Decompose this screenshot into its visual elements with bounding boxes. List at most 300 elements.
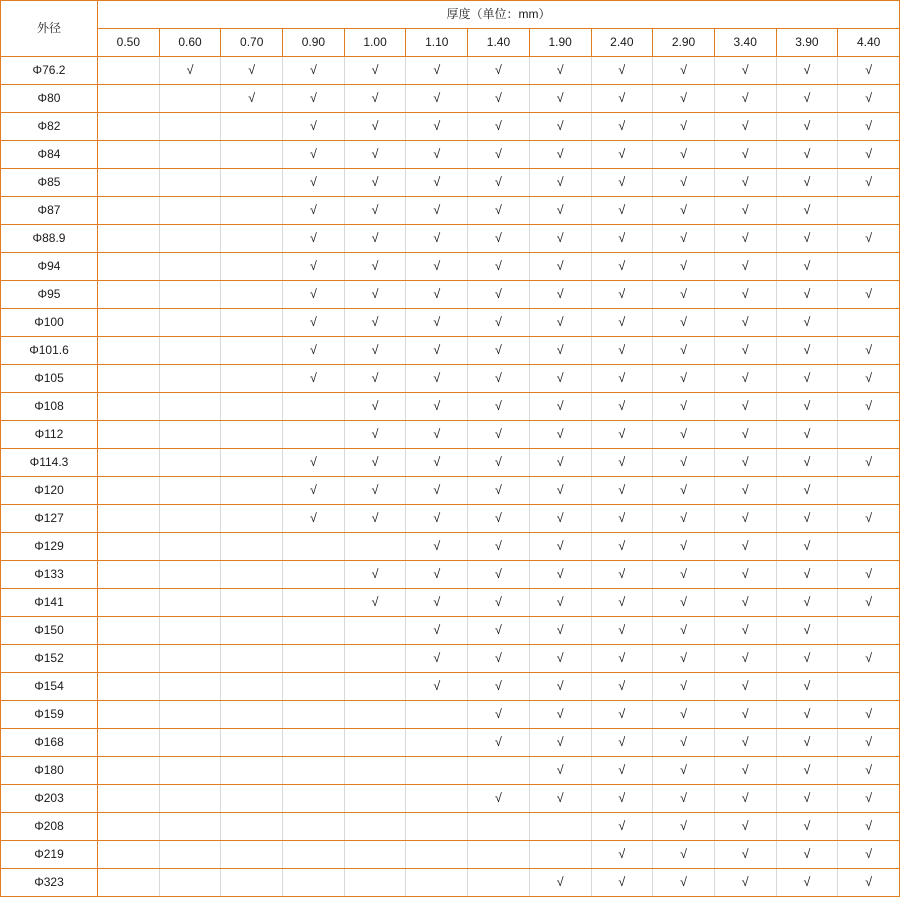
cell-empty [221,253,283,281]
check-icon: √ [371,175,379,189]
cell-available-check [653,393,715,421]
check-icon: √ [309,483,317,497]
check-icon: √ [865,371,873,385]
check-icon: √ [495,511,502,525]
cell-available-check [406,505,468,533]
check-icon: √ [433,63,441,77]
check-icon: √ [371,483,379,497]
check-icon: √ [803,119,811,133]
cell-empty [283,785,345,813]
check-icon: √ [618,623,626,637]
cell-available-check [838,729,900,757]
check-icon: √ [618,427,626,441]
check-icon: √ [556,399,564,413]
check-icon: √ [865,63,873,77]
check-icon: √ [309,511,317,525]
table-row [1,673,900,701]
cell-available-check [653,561,715,589]
cell-available-check [653,421,715,449]
check-icon: √ [865,651,873,665]
table-row [1,477,900,505]
check-icon: √ [309,455,317,469]
cell-empty [159,253,221,281]
check-icon: √ [865,91,873,105]
check-icon: √ [556,119,564,133]
check-icon: √ [618,147,626,161]
cell-available-check [714,141,776,169]
cell-available-check [838,169,900,197]
check-icon: √ [556,623,564,637]
cell-empty [221,701,283,729]
cell-empty [221,309,283,337]
cell-available-check [776,785,838,813]
check-icon: √ [803,651,811,665]
cell-available-check [344,309,406,337]
check-icon: √ [618,819,626,833]
cell-available-check [591,645,653,673]
cell-outer-diameter: Φ114.3 [1,449,98,477]
cell-available-check [468,589,530,617]
cell-available-check [776,253,838,281]
table-header-row-title [1,1,900,29]
cell-outer-diameter: Φ323 [1,869,98,897]
cell-available-check [591,57,653,85]
cell-outer-diameter: Φ152 [1,645,98,673]
check-icon: √ [680,875,687,889]
cell-empty [159,785,221,813]
cell-outer-diameter: Φ105 [1,365,98,393]
cell-available-check [529,141,591,169]
cell-available-check [653,365,715,393]
check-icon: √ [371,427,379,441]
check-icon: √ [495,651,502,665]
cell-available-check [776,225,838,253]
column-header-thickness-value: 0.60 [159,29,221,57]
check-icon: √ [741,259,749,273]
check-icon: √ [865,735,873,749]
check-icon: √ [556,231,564,245]
cell-available-check [591,617,653,645]
check-icon: √ [865,231,873,245]
check-icon: √ [433,651,441,665]
check-icon: √ [865,707,873,721]
check-icon: √ [741,539,749,553]
check-icon: √ [741,147,749,161]
check-icon: √ [865,567,873,581]
cell-available-check [591,169,653,197]
cell-available-check [776,169,838,197]
check-icon: √ [618,63,626,77]
check-icon: √ [618,875,626,889]
cell-available-check [714,449,776,477]
cell-outer-diameter: Φ85 [1,169,98,197]
check-icon: √ [803,147,811,161]
cell-available-check [529,309,591,337]
check-icon: √ [556,707,564,721]
cell-available-check [468,617,530,645]
check-icon: √ [495,539,502,553]
cell-available-check [653,729,715,757]
check-icon: √ [371,511,379,525]
cell-available-check [344,281,406,309]
check-icon: √ [556,483,564,497]
cell-empty [468,813,530,841]
check-icon: √ [741,63,749,77]
cell-available-check [529,477,591,505]
cell-empty [283,869,345,897]
check-icon: √ [741,875,749,889]
cell-empty [221,757,283,785]
cell-empty [98,841,160,869]
check-icon: √ [618,91,626,105]
cell-available-check [653,225,715,253]
table-row [1,113,900,141]
check-icon: √ [495,343,502,357]
cell-available-check [406,421,468,449]
check-icon: √ [556,91,564,105]
cell-empty [838,197,900,225]
cell-available-check [838,393,900,421]
cell-empty [406,757,468,785]
cell-available-check [344,589,406,617]
check-icon: √ [803,595,811,609]
cell-empty [159,141,221,169]
cell-available-check [406,169,468,197]
column-header-thickness-value: 2.90 [653,29,715,57]
cell-outer-diameter: Φ94 [1,253,98,281]
check-icon: √ [556,203,564,217]
check-icon: √ [803,343,811,357]
check-icon: √ [741,175,749,189]
check-icon: √ [495,679,502,693]
check-icon: √ [803,511,811,525]
check-icon: √ [803,539,811,553]
cell-empty [98,281,160,309]
check-icon: √ [865,875,873,889]
cell-available-check [838,785,900,813]
cell-empty [221,869,283,897]
cell-available-check [653,813,715,841]
cell-available-check [776,589,838,617]
check-icon: √ [741,203,749,217]
check-icon: √ [556,147,564,161]
cell-available-check [406,393,468,421]
check-icon: √ [433,119,441,133]
check-icon: √ [865,763,873,777]
cell-available-check [529,785,591,813]
cell-empty [283,617,345,645]
check-icon: √ [495,371,502,385]
cell-available-check [529,421,591,449]
cell-empty [221,421,283,449]
check-icon: √ [556,651,564,665]
check-icon: √ [371,147,379,161]
cell-empty [159,589,221,617]
cell-empty [838,253,900,281]
cell-empty [221,533,283,561]
cell-available-check [714,253,776,281]
cell-available-check [776,533,838,561]
cell-empty [98,141,160,169]
check-icon: √ [741,427,749,441]
cell-available-check [529,589,591,617]
check-icon: √ [433,623,441,637]
cell-empty [344,729,406,757]
check-icon: √ [618,119,626,133]
table-row [1,869,900,897]
cell-available-check [283,169,345,197]
column-header-thickness-value: 0.70 [221,29,283,57]
check-icon: √ [680,203,687,217]
check-icon: √ [495,231,502,245]
check-icon: √ [741,651,749,665]
check-icon: √ [803,735,811,749]
cell-empty [159,169,221,197]
check-icon: √ [371,287,379,301]
cell-available-check [529,57,591,85]
cell-outer-diameter: Φ150 [1,617,98,645]
cell-available-check [344,449,406,477]
cell-empty [98,197,160,225]
column-header-thickness-value: 1.00 [344,29,406,57]
cell-empty [221,225,283,253]
table-row [1,729,900,757]
cell-available-check [468,673,530,701]
check-icon: √ [556,287,564,301]
cell-empty [529,841,591,869]
cell-available-check [406,253,468,281]
cell-available-check [591,393,653,421]
cell-available-check [591,85,653,113]
cell-available-check [714,85,776,113]
check-icon: √ [803,567,811,581]
cell-available-check [653,785,715,813]
check-icon: √ [803,763,811,777]
check-icon: √ [680,63,687,77]
cell-empty [159,841,221,869]
cell-available-check [776,841,838,869]
cell-empty [98,645,160,673]
check-icon: √ [618,679,626,693]
cell-available-check [776,813,838,841]
cell-available-check [344,141,406,169]
cell-available-check [529,365,591,393]
check-icon: √ [556,427,564,441]
cell-empty [221,589,283,617]
check-icon: √ [556,343,564,357]
check-icon: √ [433,147,441,161]
cell-available-check [776,365,838,393]
check-icon: √ [680,371,687,385]
cell-available-check [653,505,715,533]
cell-available-check [468,561,530,589]
cell-empty [283,533,345,561]
check-icon: √ [741,287,749,301]
check-icon: √ [433,91,441,105]
check-icon: √ [803,679,811,693]
cell-empty [283,841,345,869]
cell-available-check [406,225,468,253]
check-icon: √ [680,119,687,133]
cell-available-check [838,589,900,617]
column-header-outer-diameter: 外径 [1,1,98,57]
cell-outer-diameter: Φ82 [1,113,98,141]
cell-available-check [714,589,776,617]
table-header-row-thickness [1,29,900,57]
check-icon: √ [309,203,317,217]
cell-available-check [591,533,653,561]
check-icon: √ [865,791,873,805]
cell-available-check [714,281,776,309]
cell-outer-diameter: Φ208 [1,813,98,841]
cell-available-check [283,113,345,141]
cell-available-check [591,869,653,897]
check-icon: √ [556,539,564,553]
check-icon: √ [803,315,811,329]
cell-available-check [344,421,406,449]
cell-available-check [406,85,468,113]
cell-outer-diameter: Φ87 [1,197,98,225]
cell-empty [98,253,160,281]
cell-available-check [714,477,776,505]
table-row [1,813,900,841]
cell-empty [406,813,468,841]
cell-empty [98,701,160,729]
check-icon: √ [741,455,749,469]
cell-available-check [591,757,653,785]
check-icon: √ [371,63,379,77]
check-icon: √ [741,511,749,525]
cell-outer-diameter: Φ133 [1,561,98,589]
cell-available-check [838,281,900,309]
check-icon: √ [741,567,749,581]
cell-empty [98,561,160,589]
check-icon: √ [803,483,811,497]
cell-available-check [591,225,653,253]
cell-empty [98,589,160,617]
cell-empty [221,449,283,477]
cell-available-check [283,449,345,477]
check-icon: √ [556,679,564,693]
cell-available-check [591,701,653,729]
cell-available-check [406,645,468,673]
cell-empty [98,813,160,841]
cell-available-check [776,57,838,85]
cell-available-check [344,169,406,197]
check-icon: √ [618,707,626,721]
check-icon: √ [865,147,873,161]
check-icon: √ [865,511,873,525]
cell-available-check [529,869,591,897]
cell-available-check [838,841,900,869]
cell-empty [98,505,160,533]
check-icon: √ [556,63,564,77]
cell-empty [468,841,530,869]
cell-available-check [714,225,776,253]
check-icon: √ [803,819,811,833]
cell-available-check [468,281,530,309]
cell-empty [221,785,283,813]
check-icon: √ [433,259,441,273]
cell-available-check [344,85,406,113]
column-header-thickness-value: 1.10 [406,29,468,57]
check-icon: √ [309,315,317,329]
check-icon: √ [618,483,626,497]
table-row [1,449,900,477]
cell-available-check [591,253,653,281]
cell-available-check [653,589,715,617]
cell-available-check [653,673,715,701]
check-icon: √ [803,231,811,245]
cell-available-check [714,169,776,197]
cell-empty [159,533,221,561]
cell-empty [159,197,221,225]
check-icon: √ [618,539,626,553]
check-icon: √ [556,735,564,749]
cell-empty [221,337,283,365]
cell-empty [159,645,221,673]
check-icon: √ [433,315,441,329]
cell-available-check [344,225,406,253]
cell-empty [838,533,900,561]
cell-available-check [714,197,776,225]
cell-empty [406,841,468,869]
cell-available-check [344,477,406,505]
check-icon: √ [803,427,811,441]
cell-available-check [529,561,591,589]
check-icon: √ [309,119,317,133]
cell-empty [406,701,468,729]
check-icon: √ [495,735,502,749]
check-icon: √ [371,455,379,469]
check-icon: √ [865,819,873,833]
check-icon: √ [433,679,441,693]
cell-outer-diameter: Φ159 [1,701,98,729]
check-icon: √ [495,91,502,105]
check-icon: √ [556,175,564,189]
table-header [1,1,900,57]
check-icon: √ [618,791,626,805]
check-icon: √ [865,175,873,189]
cell-empty [838,477,900,505]
cell-empty [98,673,160,701]
cell-available-check [406,281,468,309]
cell-available-check [776,561,838,589]
cell-empty [159,561,221,589]
check-icon: √ [433,511,441,525]
cell-empty [221,813,283,841]
table-row [1,645,900,673]
cell-outer-diameter: Φ112 [1,421,98,449]
cell-available-check [776,869,838,897]
check-icon: √ [741,343,749,357]
check-icon: √ [495,175,502,189]
cell-available-check [406,533,468,561]
cell-outer-diameter: Φ141 [1,589,98,617]
cell-available-check [591,477,653,505]
cell-available-check [406,673,468,701]
cell-empty [98,617,160,645]
cell-available-check [529,449,591,477]
cell-empty [159,673,221,701]
cell-available-check [714,841,776,869]
cell-empty [221,113,283,141]
cell-available-check [714,561,776,589]
cell-available-check [406,561,468,589]
check-icon: √ [371,203,379,217]
cell-available-check [468,337,530,365]
cell-empty [838,673,900,701]
